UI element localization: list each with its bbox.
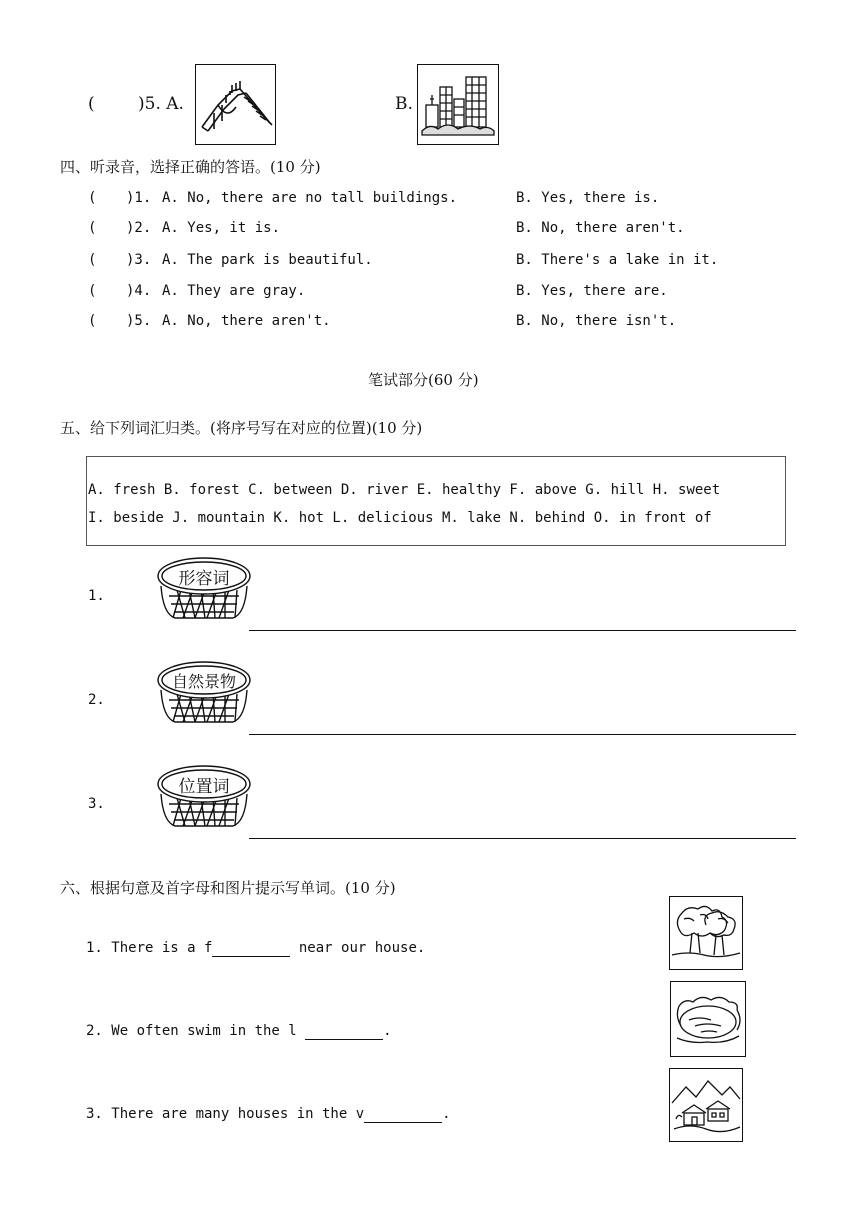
fill-in-sentence xyxy=(86,940,425,957)
section-4-title: 四、听录音，选择正确的答语。(10 分) xyxy=(60,158,321,176)
word-bank-line-2: I. beside J. mountain K. hot L. delicious M. lake N. behind O. in front of xyxy=(88,510,712,526)
basket-number: 3. xyxy=(88,796,105,812)
option-a: A. No, there aren't. xyxy=(162,313,331,329)
sentence-start: 2. We often swim in the l xyxy=(86,1023,306,1039)
answer-line[interactable] xyxy=(249,838,796,839)
fill-in-sentence xyxy=(86,1023,392,1040)
basket-label: 自然景物 xyxy=(171,672,236,691)
answer-line[interactable] xyxy=(249,734,796,735)
sentence-end: near our house. xyxy=(290,940,426,956)
question-number: )5. A. xyxy=(138,94,184,114)
basket-label: 形容词 xyxy=(178,569,230,589)
answer-paren: ( xyxy=(88,313,97,329)
answer-paren: ( xyxy=(88,190,97,206)
blank-field[interactable] xyxy=(364,1106,442,1123)
word-bank-line-1: A. fresh B. forest C. between D. river E. healthy F. above G. hill H. sweet xyxy=(88,482,721,498)
question-number: )4. xyxy=(126,283,152,299)
sentence-end: . xyxy=(383,1023,392,1039)
adjective-basket-icon xyxy=(155,556,253,624)
option-a: A. Yes, it is. xyxy=(162,220,281,236)
option-b: B. No, there isn't. xyxy=(516,313,677,329)
option-a: A. The park is beautiful. xyxy=(162,252,373,268)
question-number: )1. xyxy=(126,190,152,206)
blank-field[interactable] xyxy=(305,1023,383,1040)
option-b: B. Yes, there are. xyxy=(516,283,668,299)
question-number: )5. xyxy=(126,313,152,329)
answer-paren: ( xyxy=(88,94,95,114)
answer-paren: ( xyxy=(88,283,97,299)
option-b: B. No, there aren't. xyxy=(516,220,685,236)
fill-in-sentence xyxy=(86,1106,451,1123)
word-bank-box xyxy=(86,456,786,546)
answer-line[interactable] xyxy=(249,630,796,631)
sentence-start: 3. There are many houses in the v xyxy=(86,1106,365,1122)
question-number: )2. xyxy=(126,220,152,236)
option-b: B. There's a lake in it. xyxy=(516,252,719,268)
section-5-title: 五、给下列词汇归类。(将序号写在对应的位置)(10 分) xyxy=(60,419,423,437)
answer-paren: ( xyxy=(88,252,97,268)
sentence-start: 1. There is a f xyxy=(86,940,213,956)
option-a: A. No, there are no tall buildings. xyxy=(162,190,458,206)
basket-number: 1. xyxy=(88,588,105,604)
bridge-picture xyxy=(195,64,276,145)
option-b-label: B. xyxy=(395,94,413,114)
written-part-heading: 笔试部分(60 分) xyxy=(368,371,479,389)
city-buildings-picture xyxy=(417,64,499,145)
option-b: B. Yes, there is. xyxy=(516,190,660,206)
lake-picture xyxy=(670,981,746,1057)
basket-label: 位置词 xyxy=(178,777,230,797)
forest-picture xyxy=(669,896,743,970)
basket-number: 2. xyxy=(88,692,105,708)
section-6-title: 六、根据句意及首字母和图片提示写单词。(10 分) xyxy=(60,879,396,897)
question-number: )3. xyxy=(126,252,152,268)
option-a: A. They are gray. xyxy=(162,283,306,299)
village-picture xyxy=(669,1068,743,1142)
blank-field[interactable] xyxy=(212,940,290,957)
sentence-end: . xyxy=(442,1106,451,1122)
nature-scenery-basket-icon xyxy=(155,660,253,728)
answer-paren: ( xyxy=(88,220,97,236)
position-word-basket-icon xyxy=(155,764,253,832)
